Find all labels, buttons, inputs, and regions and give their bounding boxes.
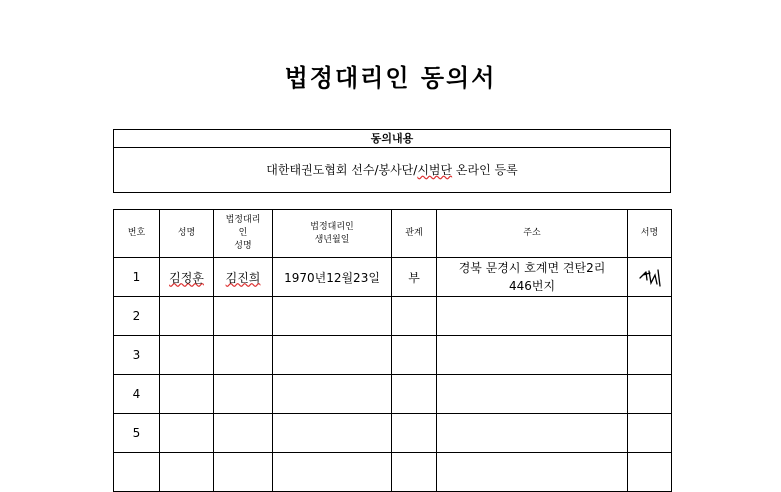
consent-header: 동의내용: [114, 130, 670, 148]
header-guardian-birth: [273, 210, 392, 258]
cell-address-line2: 446번지: [508, 279, 556, 293]
cell-name: [160, 258, 214, 297]
table-row: [114, 297, 672, 336]
signature-scribble-icon: [637, 266, 663, 288]
header-no: 번호: [114, 210, 160, 258]
consent-text-part3: 온라인 등록: [452, 163, 518, 177]
table-header-row: [114, 210, 672, 258]
document-title: 법정대리인 동의서: [284, 63, 497, 92]
table-row: [114, 336, 672, 375]
header-guardian-name: [214, 210, 273, 258]
header-signature: 서명: [628, 210, 672, 258]
cell-guardian-birth: 1970년12월23일: [273, 258, 392, 297]
cell-guardian-name-text: 김진희: [225, 270, 261, 285]
header-name: 성명: [160, 210, 214, 258]
table-row: [114, 258, 672, 297]
cell-signature: [628, 258, 672, 297]
header-guardian-name-line1: 법정대리: [225, 215, 261, 225]
consent-text-part1: 대한태권도협회 선수/봉사단/: [266, 163, 418, 177]
consent-text-part2: 시범단: [417, 163, 453, 177]
cell-no: 3: [114, 336, 160, 375]
header-guardian-name-line3: 성명: [234, 241, 252, 251]
cell-no: 4: [114, 375, 160, 414]
header-guardian-birth-line2: 생년월일: [314, 234, 350, 245]
table-row: [114, 375, 672, 414]
consent-text: [114, 148, 670, 193]
table-row: [114, 453, 672, 492]
header-guardian-name-line2: 인: [238, 228, 248, 238]
header-address: 주소: [437, 210, 628, 258]
cell-no: 2: [114, 297, 160, 336]
table-row: [114, 414, 672, 453]
consent-box: [113, 129, 671, 193]
cell-no: [114, 453, 160, 492]
cell-guardian-name: [214, 258, 273, 297]
cell-no: 5: [114, 414, 160, 453]
roster-table: [113, 209, 672, 492]
cell-name-text: 김정훈: [169, 270, 204, 285]
header-guardian-birth-line1: 법정대리인: [310, 221, 354, 232]
header-relation: 관계: [392, 210, 437, 258]
cell-no: 1: [114, 258, 160, 297]
cell-address-line1: 경북 문경시 호계면 견탄2리: [458, 261, 606, 275]
cell-relation: 부: [392, 258, 437, 297]
cell-address: [437, 258, 628, 297]
